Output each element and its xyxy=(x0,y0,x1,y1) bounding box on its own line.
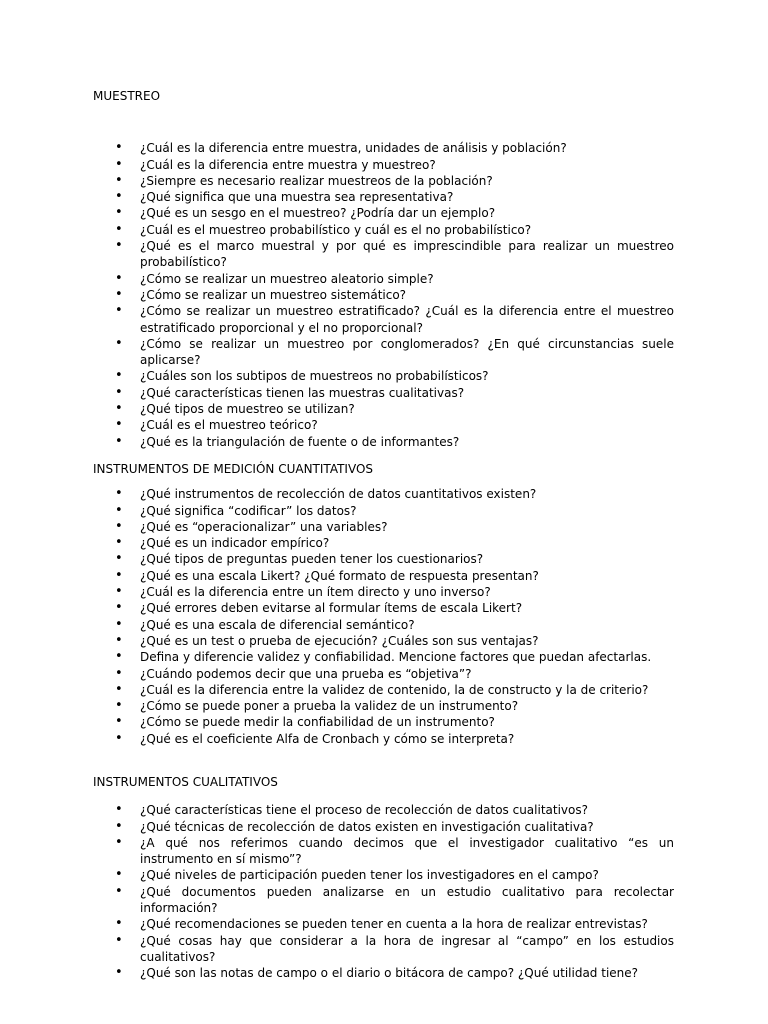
list-item: • ¿Qué recomendaciones se pueden tener en cuenta a la hora de realizar entrevistas? xyxy=(93,916,674,932)
list-item: • ¿Qué instrumentos de recolección de datos cuantitativos existen? xyxy=(93,486,674,502)
list-item: • ¿Cuál es el muestreo teórico? xyxy=(93,417,674,433)
list-item: • ¿Cómo se puede poner a prueba la validez de un instrumento? xyxy=(93,698,674,714)
list-item: • ¿Cuál es la diferencia entre la validez de contenido, la de constructo y la de criterio? xyxy=(93,682,674,698)
list-item: • ¿Qué técnicas de recolección de datos existen en investigación cualitativa? xyxy=(93,819,674,835)
list-item: • ¿A qué nos referimos cuando decimos que el investigador cualitativo “es un instrumento en sí mismo”? xyxy=(93,835,674,868)
list-item: • ¿Cuándo podemos decir que una prueba es “objetiva”? xyxy=(93,666,674,682)
list-item: • ¿Qué cosas hay que considerar a la hora de ingresar al “campo” en los estudios cualitativos? xyxy=(93,933,674,966)
list-item: • ¿Qué es un sesgo en el muestreo? ¿Podría dar un ejemplo? xyxy=(93,205,674,221)
list-item: • ¿Qué características tiene el proceso de recolección de datos cualitativos? xyxy=(93,802,674,818)
list-item: • ¿Qué errores deben evitarse al formular ítems de escala Likert? xyxy=(93,600,674,616)
list-item: • ¿Qué es una escala de diferencial semántico? xyxy=(93,617,674,633)
list-item: • Defina y diferencie validez y confiabilidad. Mencione factores que puedan afectarlas. xyxy=(93,649,674,665)
question-list-instrumentos-cuantitativos xyxy=(93,486,674,747)
document-body xyxy=(93,88,674,982)
list-item: • ¿Cómo se realizar un muestreo sistemático? xyxy=(93,287,674,303)
list-item: • ¿Cómo se realizar un muestreo aleatorio simple? xyxy=(93,271,674,287)
list-item: • ¿Qué es el marco muestral y por qué es imprescindible para realizar un muestreo probabilístico? xyxy=(93,238,674,271)
list-item: • ¿Qué es “operacionalizar” una variables? xyxy=(93,519,674,535)
list-item: • ¿Qué documentos pueden analizarse en un estudio cualitativo para recolectar información? xyxy=(93,884,674,917)
section-heading-muestreo: MUESTREO xyxy=(93,89,161,103)
list-item: • ¿Cuáles son los subtipos de muestreos no probabilísticos? xyxy=(93,368,674,384)
list-item: • ¿Cómo se realizar un muestreo estratificado? ¿Cuál es la diferencia entre el muestreo estratificado proporcional y el no proporcional? xyxy=(93,303,674,336)
list-item: • ¿Qué es un test o prueba de ejecución? ¿Cuáles son sus ventajas? xyxy=(93,633,674,649)
list-item: • ¿Qué es una escala Likert? ¿Qué formato de respuesta presentan? xyxy=(93,568,674,584)
list-item: • ¿Qué niveles de participación pueden tener los investigadores en el campo? xyxy=(93,867,674,883)
list-item: • ¿Cuál es la diferencia entre muestra y muestreo? xyxy=(93,157,674,173)
list-item: • ¿Qué es un indicador empírico? xyxy=(93,535,674,551)
list-item: • ¿Qué características tienen las muestras cualitativas? xyxy=(93,385,674,401)
question-list-muestreo xyxy=(93,140,674,450)
list-item: • ¿Qué significa que una muestra sea representativa? xyxy=(93,189,674,205)
list-item: • ¿Qué tipos de preguntas pueden tener los cuestionarios? xyxy=(93,551,674,567)
section-heading-instrumentos-cuantitativos: INSTRUMENTOS DE MEDICIÓN CUANTITATIVOS xyxy=(93,461,374,476)
list-item: • ¿Qué significa “codificar” los datos? xyxy=(93,503,674,519)
list-item: • ¿Cuál es el muestreo probabilístico y cuál es el no probabilístico? xyxy=(93,222,674,238)
list-item: • ¿Cuál es la diferencia entre un ítem directo y uno inverso? xyxy=(93,584,674,600)
list-item: • ¿Siempre es necesario realizar muestreos de la población? xyxy=(93,173,674,189)
list-item: • ¿Cuál es la diferencia entre muestra, unidades de análisis y población? xyxy=(93,140,674,156)
question-list-instrumentos-cualitativos xyxy=(93,802,674,981)
list-item: • ¿Qué es el coeficiente Alfa de Cronbach y cómo se interpreta? xyxy=(93,731,674,747)
list-item: • ¿Qué son las notas de campo o el diario o bitácora de campo? ¿Qué utilidad tiene? xyxy=(93,965,674,981)
list-item: • ¿Cómo se realizar un muestreo por conglomerados? ¿En qué circunstancias suele aplicarse? xyxy=(93,336,674,369)
list-item: • ¿Cómo se puede medir la confiabilidad de un instrumento? xyxy=(93,714,674,730)
list-item: • ¿Qué tipos de muestreo se utilizan? xyxy=(93,401,674,417)
list-item: • ¿Qué es la triangulación de fuente o de informantes? xyxy=(93,434,674,450)
section-heading-instrumentos-cualitativos: INSTRUMENTOS CUALITATIVOS xyxy=(93,774,278,789)
